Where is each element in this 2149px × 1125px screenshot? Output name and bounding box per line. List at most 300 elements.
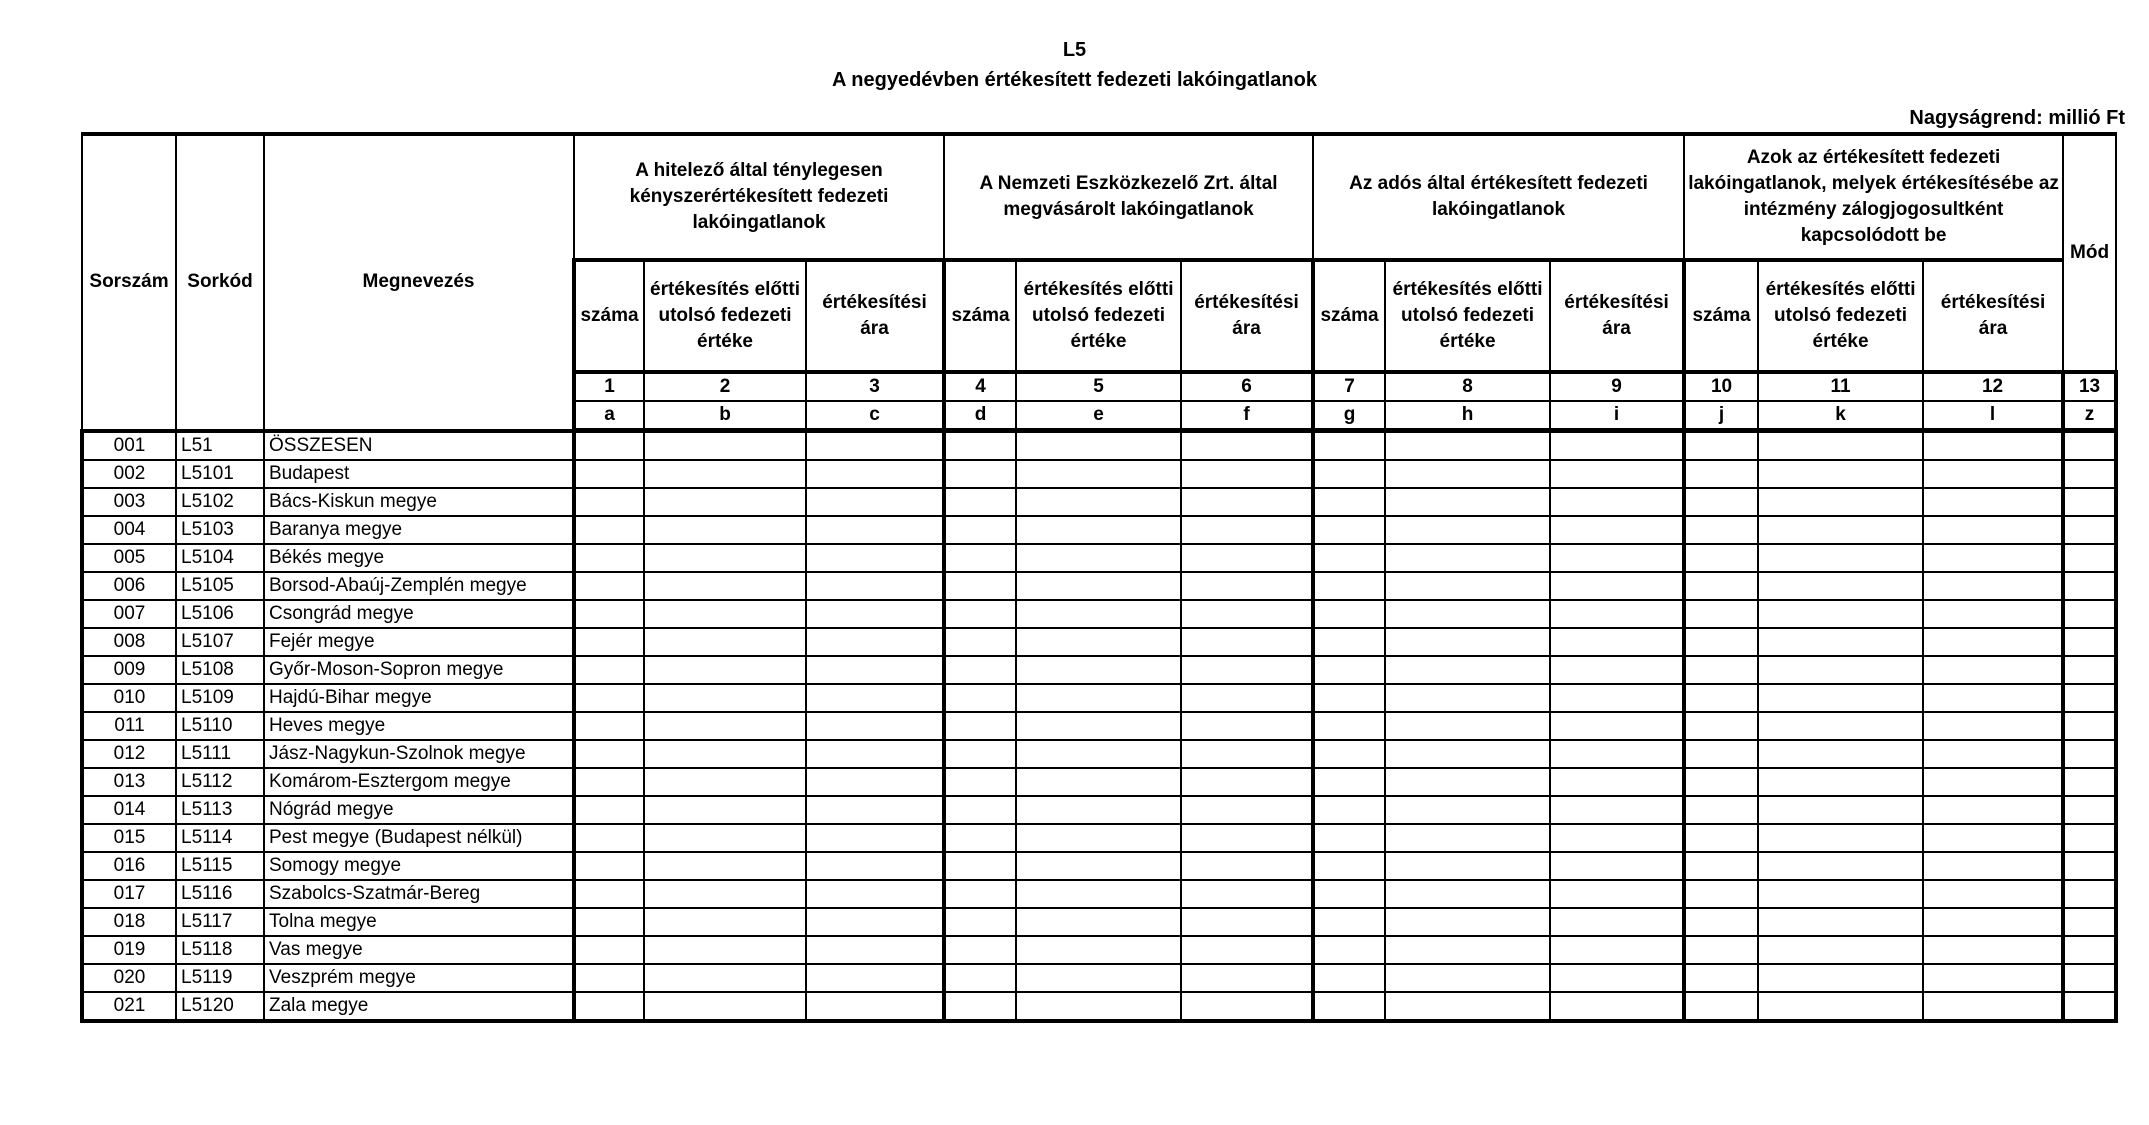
data-cell[interactable] xyxy=(944,936,1016,964)
data-cell[interactable] xyxy=(1016,824,1181,852)
data-cell[interactable] xyxy=(1313,796,1385,824)
data-cell[interactable] xyxy=(1313,656,1385,684)
data-cell[interactable] xyxy=(944,684,1016,712)
data-cell[interactable] xyxy=(1758,712,1923,740)
data-cell[interactable] xyxy=(1016,908,1181,936)
data-cell[interactable] xyxy=(1016,600,1181,628)
data-cell[interactable] xyxy=(574,544,644,572)
data-cell[interactable] xyxy=(806,964,944,992)
data-cell[interactable] xyxy=(806,768,944,796)
data-cell[interactable] xyxy=(1923,684,2063,712)
data-cell[interactable] xyxy=(1313,544,1385,572)
data-cell[interactable] xyxy=(1181,684,1313,712)
data-cell[interactable] xyxy=(1923,431,2063,461)
data-cell[interactable] xyxy=(644,628,806,656)
data-cell[interactable] xyxy=(1550,908,1684,936)
data-cell[interactable] xyxy=(944,460,1016,488)
data-cell[interactable] xyxy=(1016,656,1181,684)
form-code: L5 xyxy=(1062,39,1087,61)
data-cell[interactable] xyxy=(1758,936,1923,964)
data-cell[interactable] xyxy=(1684,516,1758,544)
data-cell[interactable] xyxy=(574,460,644,488)
row-code: L5103 xyxy=(176,516,264,544)
data-cell[interactable] xyxy=(806,628,944,656)
data-cell[interactable] xyxy=(1016,488,1181,516)
data-cell[interactable] xyxy=(1923,572,2063,600)
data-cell[interactable] xyxy=(2063,628,2116,656)
data-cell[interactable] xyxy=(574,992,644,1021)
data-cell[interactable] xyxy=(2063,796,2116,824)
data-cell[interactable] xyxy=(1313,600,1385,628)
data-cell[interactable] xyxy=(1016,544,1181,572)
data-cell[interactable] xyxy=(574,880,644,908)
data-cell[interactable] xyxy=(644,431,806,461)
row-number: 002 xyxy=(82,460,176,488)
data-cell[interactable] xyxy=(944,544,1016,572)
data-cell[interactable] xyxy=(1758,880,1923,908)
data-cell[interactable] xyxy=(1758,572,1923,600)
data-cell[interactable] xyxy=(1385,936,1550,964)
data-cell[interactable] xyxy=(1923,824,2063,852)
data-cell[interactable] xyxy=(644,964,806,992)
data-cell[interactable] xyxy=(2063,908,2116,936)
data-cell[interactable] xyxy=(1923,852,2063,880)
data-cell[interactable] xyxy=(644,740,806,768)
data-cell[interactable] xyxy=(574,628,644,656)
col-number: 9 xyxy=(1550,372,1684,401)
col-number: 5 xyxy=(1016,372,1181,401)
data-cell[interactable] xyxy=(1385,656,1550,684)
data-cell[interactable] xyxy=(1684,908,1758,936)
data-cell[interactable] xyxy=(1684,600,1758,628)
data-cell[interactable] xyxy=(1923,768,2063,796)
data-cell[interactable] xyxy=(1313,964,1385,992)
data-cell[interactable] xyxy=(1923,740,2063,768)
data-cell[interactable] xyxy=(644,992,806,1021)
data-cell[interactable] xyxy=(1550,600,1684,628)
report-table xyxy=(80,132,2118,1023)
data-cell[interactable] xyxy=(1313,516,1385,544)
data-cell[interactable] xyxy=(1550,880,1684,908)
data-cell[interactable] xyxy=(1758,684,1923,712)
data-cell[interactable] xyxy=(806,824,944,852)
data-cell[interactable] xyxy=(1385,908,1550,936)
data-cell[interactable] xyxy=(644,712,806,740)
row-name: Csongrád megye xyxy=(264,600,574,628)
data-cell[interactable] xyxy=(644,908,806,936)
data-cell[interactable] xyxy=(1550,572,1684,600)
data-cell[interactable] xyxy=(1016,992,1181,1021)
data-cell[interactable] xyxy=(1385,516,1550,544)
data-cell[interactable] xyxy=(2063,572,2116,600)
row-number: 005 xyxy=(82,544,176,572)
data-cell[interactable] xyxy=(1016,936,1181,964)
data-cell[interactable] xyxy=(1181,740,1313,768)
data-cell[interactable] xyxy=(644,768,806,796)
data-cell[interactable] xyxy=(944,431,1016,461)
data-cell[interactable] xyxy=(1313,460,1385,488)
data-cell[interactable] xyxy=(574,936,644,964)
data-cell[interactable] xyxy=(1550,628,1684,656)
data-cell[interactable] xyxy=(1550,740,1684,768)
data-cell[interactable] xyxy=(1923,628,2063,656)
data-cell[interactable] xyxy=(1684,431,1758,461)
data-cell[interactable] xyxy=(1016,431,1181,461)
col-number: 3 xyxy=(806,372,944,401)
data-cell[interactable] xyxy=(1385,768,1550,796)
data-cell[interactable] xyxy=(806,460,944,488)
data-cell[interactable] xyxy=(1684,796,1758,824)
data-cell[interactable] xyxy=(2063,880,2116,908)
data-cell[interactable] xyxy=(2063,768,2116,796)
data-cell[interactable] xyxy=(2063,964,2116,992)
data-cell[interactable] xyxy=(1181,431,1313,461)
data-cell[interactable] xyxy=(1016,712,1181,740)
data-cell[interactable] xyxy=(1181,544,1313,572)
row-code: L5114 xyxy=(176,824,264,852)
data-cell[interactable] xyxy=(1923,936,2063,964)
data-cell[interactable] xyxy=(574,768,644,796)
data-cell[interactable] xyxy=(1923,880,2063,908)
data-cell[interactable] xyxy=(1181,572,1313,600)
data-cell[interactable] xyxy=(1758,460,1923,488)
data-cell[interactable] xyxy=(1016,516,1181,544)
data-cell[interactable] xyxy=(574,684,644,712)
data-cell[interactable] xyxy=(806,936,944,964)
data-cell[interactable] xyxy=(1181,460,1313,488)
data-cell[interactable] xyxy=(1181,600,1313,628)
data-cell[interactable] xyxy=(1684,880,1758,908)
data-cell[interactable] xyxy=(574,908,644,936)
data-cell[interactable] xyxy=(2063,460,2116,488)
data-cell[interactable] xyxy=(1181,908,1313,936)
data-cell[interactable] xyxy=(644,684,806,712)
data-cell[interactable] xyxy=(1758,740,1923,768)
data-cell[interactable] xyxy=(2063,852,2116,880)
data-cell[interactable] xyxy=(1923,964,2063,992)
data-cell[interactable] xyxy=(1550,824,1684,852)
sub-header-utolso-ertek: értékesítés előtti utolsó fedezeti értéke xyxy=(1758,260,1923,372)
data-cell[interactable] xyxy=(806,796,944,824)
data-cell[interactable] xyxy=(1313,628,1385,656)
data-cell[interactable] xyxy=(1016,740,1181,768)
data-cell[interactable] xyxy=(1313,824,1385,852)
sub-header-utolso-ertek: értékesítés előtti utolsó fedezeti értéke xyxy=(1016,260,1181,372)
data-cell[interactable] xyxy=(1181,796,1313,824)
data-cell[interactable] xyxy=(1313,431,1385,461)
data-cell[interactable] xyxy=(1181,852,1313,880)
data-cell[interactable] xyxy=(2063,712,2116,740)
data-cell[interactable] xyxy=(1684,768,1758,796)
data-cell[interactable] xyxy=(1385,460,1550,488)
data-cell[interactable] xyxy=(1385,488,1550,516)
data-cell[interactable] xyxy=(1385,796,1550,824)
data-cell[interactable] xyxy=(944,796,1016,824)
data-cell[interactable] xyxy=(1684,712,1758,740)
data-cell[interactable] xyxy=(1684,936,1758,964)
data-cell[interactable] xyxy=(1923,992,2063,1021)
data-cell[interactable] xyxy=(1923,656,2063,684)
data-cell[interactable] xyxy=(1181,992,1313,1021)
data-cell[interactable] xyxy=(944,768,1016,796)
data-cell[interactable] xyxy=(1550,796,1684,824)
data-cell[interactable] xyxy=(806,992,944,1021)
data-cell[interactable] xyxy=(944,516,1016,544)
data-cell[interactable] xyxy=(1758,992,1923,1021)
data-cell[interactable] xyxy=(1550,992,1684,1021)
data-cell[interactable] xyxy=(1684,656,1758,684)
data-cell[interactable] xyxy=(644,572,806,600)
data-cell[interactable] xyxy=(1016,460,1181,488)
data-cell[interactable] xyxy=(574,712,644,740)
data-cell[interactable] xyxy=(1385,684,1550,712)
data-cell[interactable] xyxy=(1684,964,1758,992)
data-cell[interactable] xyxy=(1313,852,1385,880)
data-cell[interactable] xyxy=(806,600,944,628)
row-name: Heves megye xyxy=(264,712,574,740)
data-cell[interactable] xyxy=(1550,488,1684,516)
data-cell[interactable] xyxy=(1385,964,1550,992)
data-cell[interactable] xyxy=(1923,544,2063,572)
data-cell[interactable] xyxy=(2063,936,2116,964)
col-letter: b xyxy=(644,401,806,431)
data-cell[interactable] xyxy=(1313,488,1385,516)
data-cell[interactable] xyxy=(1181,656,1313,684)
data-cell[interactable] xyxy=(1385,824,1550,852)
data-cell[interactable] xyxy=(1758,768,1923,796)
data-cell[interactable] xyxy=(574,488,644,516)
data-cell[interactable] xyxy=(1181,516,1313,544)
data-cell[interactable] xyxy=(1684,824,1758,852)
data-cell[interactable] xyxy=(1385,544,1550,572)
data-cell[interactable] xyxy=(806,431,944,461)
data-cell[interactable] xyxy=(644,656,806,684)
data-cell[interactable] xyxy=(1923,600,2063,628)
data-cell[interactable] xyxy=(1684,460,1758,488)
data-cell[interactable] xyxy=(806,572,944,600)
data-cell[interactable] xyxy=(1550,684,1684,712)
data-cell[interactable] xyxy=(644,936,806,964)
data-cell[interactable] xyxy=(574,796,644,824)
data-cell[interactable] xyxy=(1758,656,1923,684)
data-cell[interactable] xyxy=(574,656,644,684)
data-cell[interactable] xyxy=(1758,431,1923,461)
data-cell[interactable] xyxy=(806,712,944,740)
data-cell[interactable] xyxy=(1550,964,1684,992)
data-cell[interactable] xyxy=(1550,516,1684,544)
data-cell[interactable] xyxy=(1181,712,1313,740)
sub-header-ara: értékesítési ára xyxy=(1923,260,2063,372)
data-cell[interactable] xyxy=(1181,964,1313,992)
data-cell[interactable] xyxy=(1385,880,1550,908)
data-cell[interactable] xyxy=(1313,684,1385,712)
data-cell[interactable] xyxy=(1385,600,1550,628)
data-cell[interactable] xyxy=(574,516,644,544)
data-cell[interactable] xyxy=(2063,516,2116,544)
data-cell[interactable] xyxy=(1684,572,1758,600)
data-cell[interactable] xyxy=(1758,488,1923,516)
unit-label: Nagyságrend: millió Ft xyxy=(1909,107,2125,129)
row-code: L51 xyxy=(176,431,264,461)
data-cell[interactable] xyxy=(806,656,944,684)
data-cell[interactable] xyxy=(2063,824,2116,852)
sub-header-utolso-ertek: értékesítés előtti utolsó fedezeti értéke xyxy=(1385,260,1550,372)
data-cell[interactable] xyxy=(1181,880,1313,908)
data-cell[interactable] xyxy=(1758,908,1923,936)
data-cell[interactable] xyxy=(2063,600,2116,628)
row-number: 016 xyxy=(82,852,176,880)
data-cell[interactable] xyxy=(1181,488,1313,516)
data-cell[interactable] xyxy=(1758,852,1923,880)
data-cell[interactable] xyxy=(1181,768,1313,796)
data-cell[interactable] xyxy=(1550,460,1684,488)
col-letter: i xyxy=(1550,401,1684,431)
data-cell[interactable] xyxy=(944,712,1016,740)
data-cell[interactable] xyxy=(806,880,944,908)
data-cell[interactable] xyxy=(1313,880,1385,908)
data-cell[interactable] xyxy=(1550,712,1684,740)
data-cell[interactable] xyxy=(1758,544,1923,572)
data-cell[interactable] xyxy=(1758,628,1923,656)
data-cell[interactable] xyxy=(644,796,806,824)
data-cell[interactable] xyxy=(1758,824,1923,852)
data-cell[interactable] xyxy=(1385,712,1550,740)
row-number: 007 xyxy=(82,600,176,628)
data-cell[interactable] xyxy=(1758,516,1923,544)
data-cell[interactable] xyxy=(2063,992,2116,1021)
data-cell[interactable] xyxy=(1313,712,1385,740)
data-cell[interactable] xyxy=(1684,684,1758,712)
data-cell[interactable] xyxy=(644,880,806,908)
row-name: Borsod-Abaúj-Zemplén megye xyxy=(264,572,574,600)
data-cell[interactable] xyxy=(2063,684,2116,712)
data-cell[interactable] xyxy=(574,431,644,461)
data-cell[interactable] xyxy=(1923,460,2063,488)
data-cell[interactable] xyxy=(1923,796,2063,824)
data-cell[interactable] xyxy=(1313,740,1385,768)
sub-header-ara: értékesítési ára xyxy=(806,260,944,372)
data-cell[interactable] xyxy=(1385,740,1550,768)
data-cell[interactable] xyxy=(944,908,1016,936)
data-cell[interactable] xyxy=(1016,684,1181,712)
data-cell[interactable] xyxy=(944,572,1016,600)
data-cell[interactable] xyxy=(1313,908,1385,936)
data-cell[interactable] xyxy=(1550,768,1684,796)
data-cell[interactable] xyxy=(574,852,644,880)
data-cell[interactable] xyxy=(944,880,1016,908)
data-cell[interactable] xyxy=(806,908,944,936)
data-cell[interactable] xyxy=(2063,544,2116,572)
data-cell[interactable] xyxy=(1016,768,1181,796)
data-cell[interactable] xyxy=(1550,544,1684,572)
data-cell[interactable] xyxy=(1385,628,1550,656)
data-cell[interactable] xyxy=(1550,431,1684,461)
table-row xyxy=(82,964,2116,992)
data-cell[interactable] xyxy=(644,488,806,516)
data-cell[interactable] xyxy=(1923,908,2063,936)
data-cell[interactable] xyxy=(644,460,806,488)
data-cell[interactable] xyxy=(806,852,944,880)
data-cell[interactable] xyxy=(944,824,1016,852)
data-cell[interactable] xyxy=(1684,852,1758,880)
data-cell[interactable] xyxy=(944,740,1016,768)
data-cell[interactable] xyxy=(1550,656,1684,684)
data-cell[interactable] xyxy=(1313,992,1385,1021)
data-cell[interactable] xyxy=(644,544,806,572)
data-cell[interactable] xyxy=(1550,852,1684,880)
data-cell[interactable] xyxy=(1758,600,1923,628)
row-name: Békés megye xyxy=(264,544,574,572)
data-cell[interactable] xyxy=(644,516,806,544)
data-cell[interactable] xyxy=(1016,628,1181,656)
data-cell[interactable] xyxy=(806,488,944,516)
data-cell[interactable] xyxy=(1923,516,2063,544)
data-cell[interactable] xyxy=(1016,852,1181,880)
data-cell[interactable] xyxy=(944,628,1016,656)
data-cell[interactable] xyxy=(2063,740,2116,768)
data-cell[interactable] xyxy=(1758,796,1923,824)
data-cell[interactable] xyxy=(1923,712,2063,740)
row-number: 017 xyxy=(82,880,176,908)
data-cell[interactable] xyxy=(574,964,644,992)
data-cell[interactable] xyxy=(574,824,644,852)
data-cell[interactable] xyxy=(1385,431,1550,461)
data-cell[interactable] xyxy=(574,572,644,600)
data-cell[interactable] xyxy=(2063,656,2116,684)
data-cell[interactable] xyxy=(1313,768,1385,796)
data-cell[interactable] xyxy=(944,656,1016,684)
data-cell[interactable] xyxy=(944,964,1016,992)
data-cell[interactable] xyxy=(1016,880,1181,908)
data-cell[interactable] xyxy=(2063,488,2116,516)
data-cell[interactable] xyxy=(1385,992,1550,1021)
data-cell[interactable] xyxy=(1684,488,1758,516)
data-cell[interactable] xyxy=(806,740,944,768)
data-cell[interactable] xyxy=(1016,964,1181,992)
data-cell[interactable] xyxy=(574,740,644,768)
data-cell[interactable] xyxy=(644,852,806,880)
data-cell[interactable] xyxy=(944,852,1016,880)
data-cell[interactable] xyxy=(1684,628,1758,656)
data-cell[interactable] xyxy=(944,488,1016,516)
row-name: Hajdú-Bihar megye xyxy=(264,684,574,712)
data-cell[interactable] xyxy=(1016,796,1181,824)
data-cell[interactable] xyxy=(944,992,1016,1021)
data-cell[interactable] xyxy=(2063,431,2116,461)
data-cell[interactable] xyxy=(574,600,644,628)
data-cell[interactable] xyxy=(1385,572,1550,600)
data-cell[interactable] xyxy=(944,600,1016,628)
data-cell[interactable] xyxy=(806,684,944,712)
data-cell[interactable] xyxy=(806,544,944,572)
data-cell[interactable] xyxy=(1923,488,2063,516)
data-cell[interactable] xyxy=(1684,544,1758,572)
data-cell[interactable] xyxy=(1684,740,1758,768)
data-cell[interactable] xyxy=(1181,824,1313,852)
data-cell[interactable] xyxy=(1181,628,1313,656)
data-cell[interactable] xyxy=(806,516,944,544)
data-cell[interactable] xyxy=(644,824,806,852)
data-cell[interactable] xyxy=(1385,852,1550,880)
data-cell[interactable] xyxy=(1313,572,1385,600)
data-cell[interactable] xyxy=(1550,936,1684,964)
data-cell[interactable] xyxy=(644,600,806,628)
data-cell[interactable] xyxy=(1758,964,1923,992)
data-cell[interactable] xyxy=(1684,992,1758,1021)
data-cell[interactable] xyxy=(1181,936,1313,964)
data-cell[interactable] xyxy=(1313,936,1385,964)
data-cell[interactable] xyxy=(1016,572,1181,600)
